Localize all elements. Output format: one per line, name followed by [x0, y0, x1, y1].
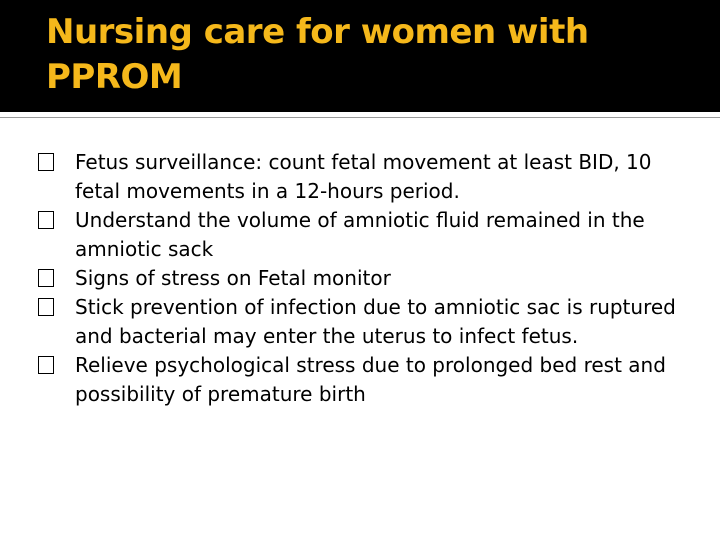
list-item: [38, 148, 678, 206]
slide-title: Nursing care for women with PPROM: [46, 12, 589, 97]
title-divider: [0, 117, 720, 118]
title-bar: [0, 0, 720, 112]
list-item: [38, 351, 678, 409]
bullet-list: [38, 148, 678, 409]
list-item: [38, 264, 678, 293]
square-bullet-icon: [38, 153, 54, 171]
bullet-text: Fetus surveillance: count fetal movement at least BID, 10 fetal movements in a 12-hours period.: [75, 150, 652, 203]
list-item: [38, 293, 678, 351]
square-bullet-icon: [38, 211, 54, 229]
bullet-text: Stick prevention of infection due to amniotic sac is ruptured and bacterial may enter the uterus to infect fetus.: [75, 295, 676, 348]
bullet-text: Relieve psychological stress due to prolonged bed rest and possibility of premature birth: [75, 353, 666, 406]
square-bullet-icon: [38, 356, 54, 374]
bullet-text: Signs of stress on Fetal monitor: [75, 266, 391, 290]
bullet-text: Understand the volume of amniotic fluid remained in the amniotic sack: [75, 208, 645, 261]
list-item: [38, 206, 678, 264]
square-bullet-icon: [38, 298, 54, 316]
square-bullet-icon: [38, 269, 54, 287]
